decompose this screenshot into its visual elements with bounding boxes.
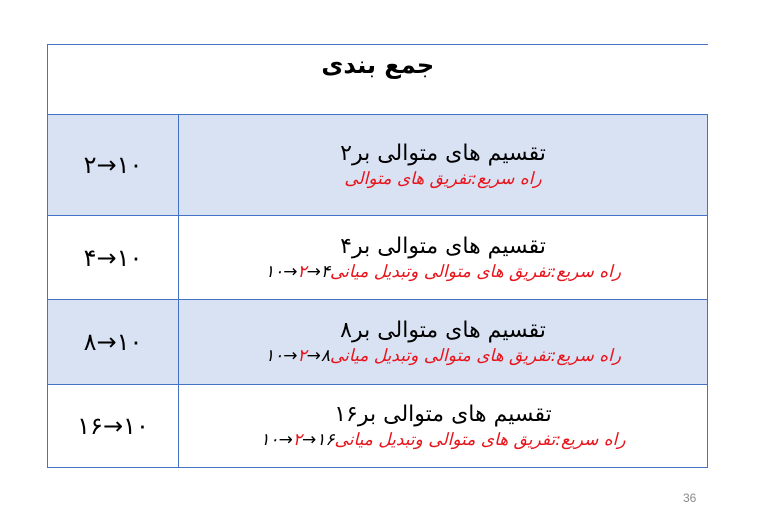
- conversion-code-cell: [48, 115, 179, 216]
- method-cell: [179, 115, 708, 216]
- chain-red: ۲: [292, 430, 303, 450]
- chain-part-1: ۸→: [306, 346, 330, 366]
- shortcut-label: راه سریع:تفریق های متوالی: [344, 169, 542, 189]
- table-row: [48, 115, 708, 216]
- conversion-code-cell: [48, 385, 179, 468]
- table-row: [48, 385, 708, 468]
- page-number: 36: [683, 491, 697, 505]
- conversion-code: ۱۰→۴: [83, 243, 143, 272]
- conversion-code-cell: [48, 216, 179, 300]
- table-row: [48, 216, 708, 300]
- shortcut-text: [179, 429, 707, 451]
- chain-part-2: →۱۰: [260, 430, 293, 450]
- table-title: جمع بندی: [321, 51, 435, 79]
- table-row: [48, 300, 708, 385]
- chain-part-1: ۴→: [306, 261, 330, 282]
- method-cell: [179, 300, 708, 385]
- shortcut-label: راه سریع:تفریق های متوالی وتبدیل میانی: [329, 261, 622, 282]
- summary-table: [47, 44, 708, 468]
- shortcut-label: راه سریع:تفریق های متوالی وتبدیل میانی: [329, 346, 622, 366]
- method-cell: [179, 385, 708, 468]
- chain-part-1: ۱۶→: [302, 430, 335, 450]
- conversion-code: ۱۰→۱۶: [77, 412, 149, 440]
- chain-part-2: →۱۰: [264, 261, 298, 282]
- conversion-code-cell: [48, 300, 179, 385]
- shortcut-label: راه سریع:تفریق های متوالی وتبدیل میانی: [334, 430, 626, 450]
- shortcut-text: [179, 261, 707, 283]
- shortcut-text: [179, 345, 707, 367]
- chain-red: ۲: [297, 261, 307, 282]
- method-text: تقسیم های متوالی بر۴: [340, 233, 546, 259]
- table-header-row: [48, 45, 708, 115]
- shortcut-text: [179, 168, 707, 190]
- method-text: تقسیم های متوالی بر۱۶: [334, 402, 552, 427]
- method-text: تقسیم های متوالی بر۲: [340, 141, 546, 166]
- table-header-cell: [48, 45, 708, 115]
- chain-part-2: →۱۰: [264, 346, 298, 366]
- method-text: تقسیم های متوالی بر۸: [340, 318, 546, 343]
- method-cell: [179, 216, 708, 300]
- chain-red: ۲: [297, 346, 307, 366]
- conversion-code: ۱۰→۲: [83, 151, 143, 179]
- conversion-code: ۱۰→۸: [83, 328, 143, 356]
